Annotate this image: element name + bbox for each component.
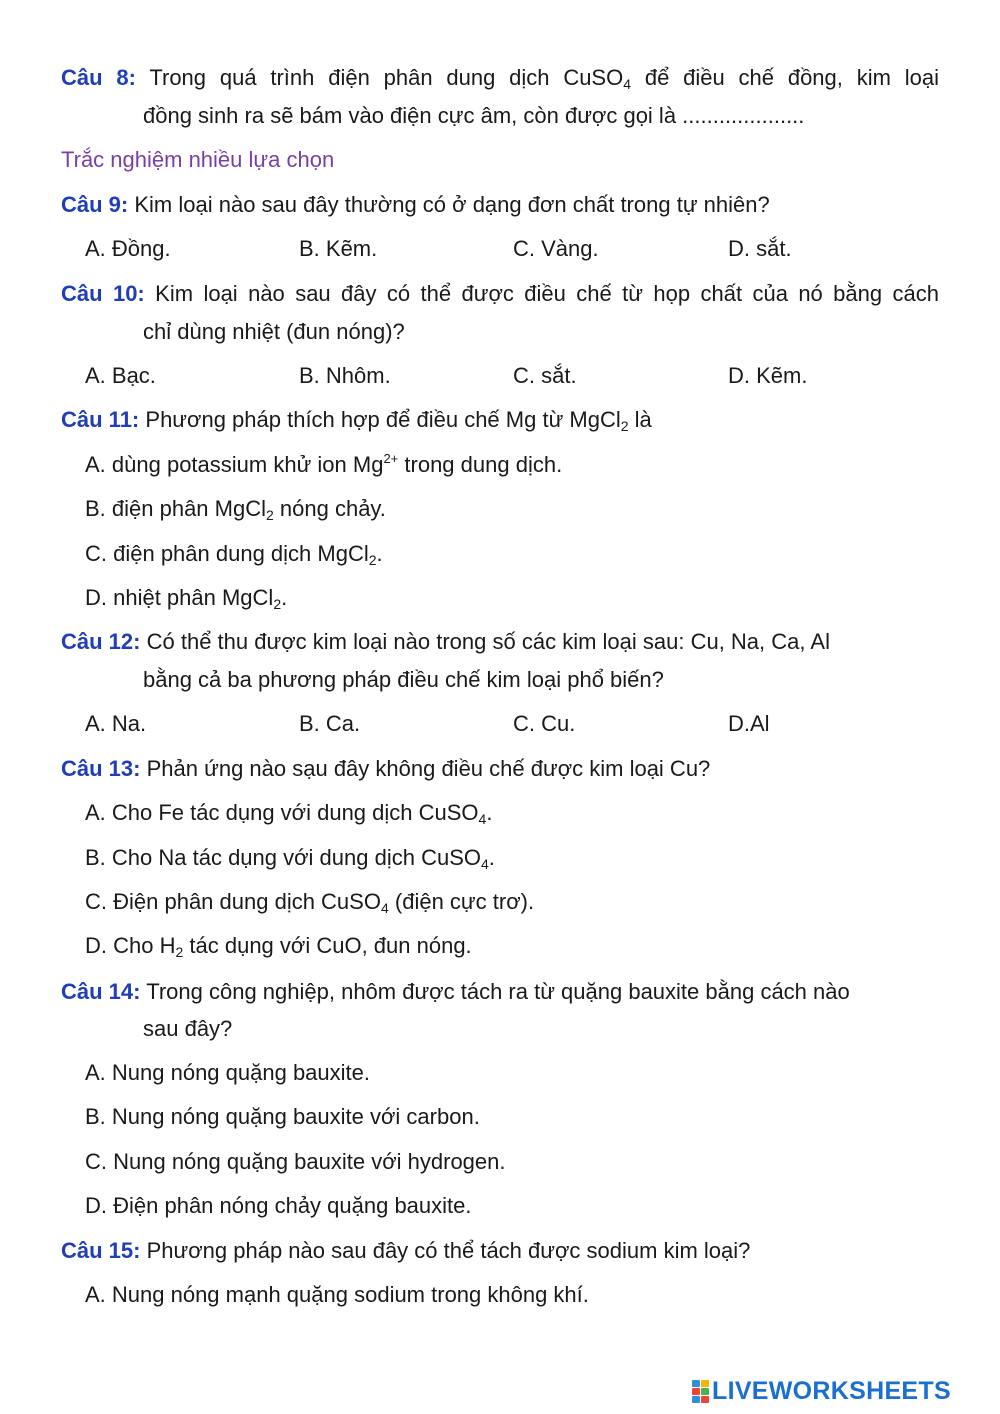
section-title: Trắc nghiệm nhiều lựa chọn	[61, 147, 335, 172]
question-text: Phương pháp thích hợp để điều chế Mg từ MgCl$_2$ là	[145, 407, 652, 434]
question-label: Câu 12:	[61, 629, 141, 654]
option-b[interactable]: B. Nhôm.	[299, 363, 391, 388]
option-a[interactable]: A. Bạc.	[85, 363, 156, 388]
option-a[interactable]: A. Đồng.	[85, 236, 171, 261]
option-d[interactable]: D.Al	[728, 711, 770, 736]
option-a[interactable]: A. Nung nóng quặng bauxite.	[85, 1060, 371, 1085]
question-text: Phương pháp nào sau đây có thể tách được sodium kim loại?	[146, 1238, 751, 1263]
option-d[interactable]: D. nhiệt phân MgCl$_2$.	[85, 585, 288, 612]
question-text: Phản ứng nào sạu đây không điều chế được kim loại Cu?	[146, 756, 711, 781]
option-d[interactable]: D. Cho $H_2$ tác dụng với CuO, đun nóng.	[85, 933, 472, 960]
option-b[interactable]: B. Kẽm.	[299, 236, 378, 261]
question-text: Trong công nghiệp, nhôm được tách ra từ quặng bauxite bằng cách nào	[146, 979, 850, 1004]
option-a[interactable]: A. Nung nóng mạnh quặng sodium trong không khí.	[85, 1282, 589, 1307]
question-10-line-1	[61, 281, 939, 307]
question-12-line-2: bằng cả ba phương pháp điều chế kim loại phổ biến?	[143, 667, 664, 692]
option-a[interactable]: A. Na.	[85, 711, 147, 736]
question-13	[61, 756, 1000, 782]
question-9	[61, 192, 1000, 218]
question-14-line-1	[61, 979, 1000, 1005]
option-a[interactable]: A. dùng potassium khử ion $Mg^{2+}$ trong dung dịch.	[85, 451, 563, 477]
question-label: Câu 15:	[61, 1238, 141, 1263]
question-8-line-1	[61, 65, 939, 91]
option-d[interactable]: D. Kẽm.	[728, 363, 808, 388]
question-text: Kim loại nào sau đây thường có ở dạng đơn chất trong tự nhiên?	[134, 192, 770, 217]
option-c[interactable]: C. Cu.	[513, 711, 576, 736]
question-label: Câu 10:	[61, 281, 145, 306]
option-c[interactable]: C. sắt.	[513, 363, 577, 388]
option-b[interactable]: B. Nung nóng quặng bauxite với carbon.	[85, 1104, 480, 1129]
option-a[interactable]: A. Cho Fe tác dụng với dung dịch CuSO$_4$.	[85, 800, 493, 827]
option-b[interactable]: B. điện phân MgCl$_2$ nóng chảy.	[85, 496, 386, 523]
question-label: Câu 11:	[61, 407, 140, 432]
question-12-line-1	[61, 629, 1000, 655]
question-label: Câu 8:	[61, 65, 136, 90]
question-text: Trong quá trình điện phân dung dịch CuSO$_4$ để điều chế đồng, kim loại	[149, 65, 939, 92]
question-label: Câu 13:	[61, 756, 141, 781]
option-b[interactable]: B. Cho Na tác dụng với dung dịch CuSO$_4$.	[85, 845, 495, 872]
question-8-line-2: đồng sinh ra sẽ bám vào điện cực âm, còn được gọi là ....................	[143, 103, 805, 128]
liveworksheets-logo-icon	[692, 1380, 709, 1402]
question-11	[61, 407, 1000, 433]
option-b[interactable]: B. Ca.	[299, 711, 361, 736]
question-label: Câu 9:	[61, 192, 129, 217]
brand-name: LIVEWORKSHEETS	[712, 1376, 951, 1405]
option-c[interactable]: C. điện phân dung dịch MgCl$_2$.	[85, 541, 383, 568]
option-d[interactable]: D. sắt.	[728, 236, 792, 261]
question-15	[61, 1238, 1000, 1264]
option-d[interactable]: D. Điện phân nóng chảy quặng bauxite.	[85, 1193, 472, 1218]
question-14-line-2: sau đây?	[143, 1016, 233, 1041]
question-text: Có thể thu được kim loại nào trong số các kim loại sau: Cu, Na, Ca, Al	[146, 629, 830, 654]
question-text: Kim loại nào sau đây có thể được điều chế từ họp chất của nó bằng cách	[155, 281, 939, 306]
question-label: Câu 14:	[61, 979, 141, 1004]
question-10-line-2: chỉ dùng nhiệt (đun nóng)?	[143, 319, 405, 344]
option-c[interactable]: C. Nung nóng quặng bauxite với hydrogen.	[85, 1149, 506, 1174]
option-c[interactable]: C. Vàng.	[513, 236, 599, 261]
option-c[interactable]: C. Điện phân dung dịch CuSO$_4$ (điện cực trơ).	[85, 889, 535, 916]
liveworksheets-logo	[692, 1378, 951, 1404]
